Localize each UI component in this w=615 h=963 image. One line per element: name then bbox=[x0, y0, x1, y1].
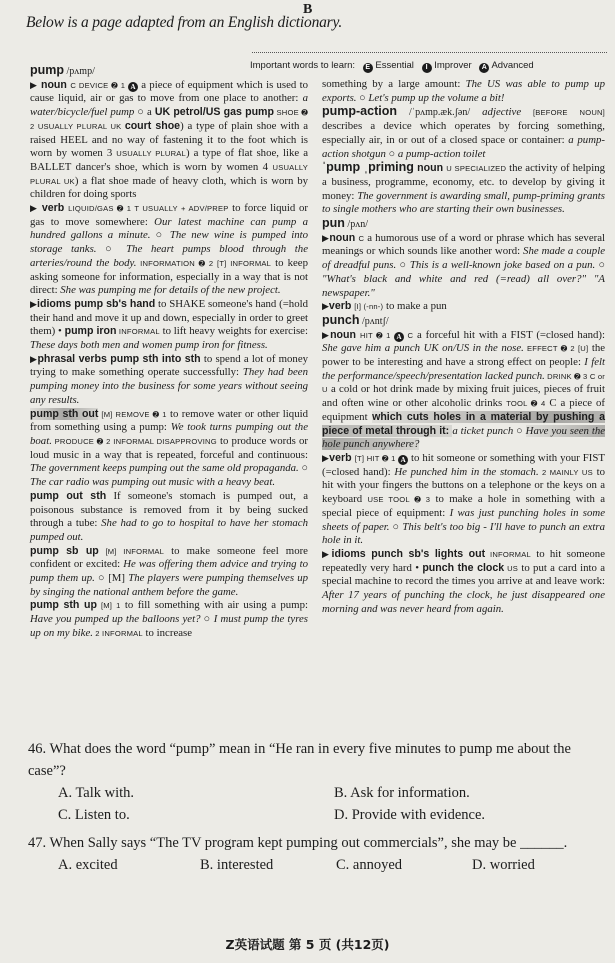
entry-text: Have you seen the hole punch anywhere? bbox=[322, 424, 606, 451]
entry-text: the activity of helping a business, programme, economy, etc. to develop by giving it money: bbox=[322, 162, 606, 202]
entry-text: noun bbox=[37, 78, 71, 91]
dictionary-right-column bbox=[322, 78, 605, 616]
entry-text: This belt's too big - I'll have to punch an extra hole in it. bbox=[322, 520, 606, 547]
left-entry bbox=[30, 64, 308, 79]
entry-text: to make a pun bbox=[383, 300, 447, 313]
entry-text: [BEFORE NOUN] bbox=[521, 108, 605, 118]
page-footer: Z英语试题 第 5 页 (共12页) bbox=[225, 937, 390, 952]
entry-text: She gave him a punch UK on/US in the nose. bbox=[322, 342, 524, 355]
entry-text: Our latest machine can pump a hundred gallons a minute. bbox=[30, 215, 309, 242]
entry-text: pump sth up bbox=[30, 599, 97, 612]
entry-text: something by a large amount: bbox=[322, 78, 466, 90]
entry-text: ▶ bbox=[322, 232, 330, 243]
entry-text: to make a hole in something with a special piece of equipment: bbox=[322, 493, 605, 519]
questions-block bbox=[28, 738, 608, 876]
entry-text: ○ bbox=[396, 259, 410, 272]
entry-text: We took turns pumping out the boat. bbox=[30, 421, 308, 447]
entry-text: to increase bbox=[142, 626, 193, 639]
entry-text: C a piece of equipment bbox=[322, 397, 605, 423]
entry-text: ) a type of flat shoe, like a BALLET dancer's shoe, which is worn by women 4 bbox=[30, 147, 308, 173]
right-entry bbox=[322, 452, 605, 548]
entry-text: ○ bbox=[298, 462, 308, 475]
right-entry bbox=[322, 329, 605, 452]
legend-item-essential bbox=[363, 60, 417, 71]
legend-improver-label: Improver bbox=[434, 60, 472, 71]
entry-text: verb bbox=[328, 300, 355, 313]
left-entry bbox=[30, 545, 308, 600]
right-entry bbox=[322, 548, 605, 617]
entry-text: 2 MAINLY US bbox=[538, 467, 593, 477]
entry-text: PRODUCE ➋ 2 INFORMAL DISAPPROVING bbox=[51, 436, 217, 446]
headword: pump-action bbox=[322, 104, 397, 119]
essential-badge-icon: E bbox=[363, 63, 373, 73]
entry-text: a humorous use of a word or phrase which has several meanings or which sounds like another word: bbox=[322, 231, 606, 258]
entry-text: "What's black and white and red (=read) all over?" "A newspaper." bbox=[322, 272, 605, 299]
entry-text: ○ bbox=[200, 613, 214, 626]
entry-text: DRINK ➋ 3 C or U bbox=[322, 371, 605, 395]
option-d[interactable]: D. worried bbox=[472, 857, 535, 873]
advanced-badge-icon: A bbox=[479, 63, 489, 73]
entry-text: ▶ bbox=[322, 548, 332, 559]
entry-text: Have you pumped up the balloons yet? bbox=[30, 613, 201, 626]
entry-text: She made a couple of dreadful puns. bbox=[322, 245, 605, 272]
question-46-options-row-2 bbox=[28, 804, 608, 826]
entry-text: ○ bbox=[595, 259, 605, 272]
left-entry bbox=[30, 490, 308, 545]
entry-text: HIT ➋ 1 bbox=[360, 330, 395, 340]
entry-text: punch sb's lights out bbox=[371, 547, 486, 560]
legend-item-improver bbox=[422, 60, 475, 71]
entry-text: They had been pumping money into the business for some years without seeing any results. bbox=[30, 366, 308, 406]
section-intro: Below is a page adapted from an English dictionary. bbox=[26, 14, 342, 31]
left-entry bbox=[30, 353, 308, 408]
entry-text: to produce words or loud music in a way that is repeated, forceful and continuous: bbox=[30, 434, 309, 461]
entry-text: to SHAKE someone's hand (=hold their hand and move it up and down, especially in order to greet them) • bbox=[30, 297, 308, 338]
headword: punch bbox=[322, 312, 360, 327]
entry-text: EFFECT ➋ 2 [U] bbox=[523, 344, 589, 354]
entry-text: a pump-action toilet bbox=[397, 147, 486, 160]
entry-text: describes a device which operates by forcing something, especially air, in or out of a closed space or container: bbox=[322, 120, 605, 146]
entry-text: pump sth out bbox=[30, 407, 99, 420]
entry-text: These days both men and women pump iron for fitness. bbox=[30, 339, 268, 352]
entry-text: [T] HIT ➋ 1 bbox=[354, 453, 399, 463]
legend-essential-label: Essential bbox=[375, 60, 414, 71]
left-entry bbox=[30, 202, 308, 298]
improver-badge-icon: I bbox=[422, 63, 432, 73]
entry-text: U SPECIALIZED bbox=[446, 164, 507, 174]
entry-text: a piece of equipment which is used to cause liquid, air or gas to move from one place to another: bbox=[30, 78, 308, 105]
entry-text: USUALLY PLURAL UK bbox=[30, 162, 308, 186]
entry-text: a pump-action shotgun bbox=[322, 133, 605, 160]
left-entry bbox=[30, 79, 308, 202]
entry-text: If someone's stomach is pumped out, a poisonous substance is removed from it by being sucked through a tube: bbox=[30, 489, 308, 530]
entry-text: to hit with your fingers the buttons on a telephone or the keys on a keyboard bbox=[322, 465, 605, 506]
entry-text: [T] INFORMAL bbox=[217, 258, 272, 268]
entry-text: This is a well-known joke based on a pun. bbox=[409, 259, 596, 272]
entry-text: ○ bbox=[150, 229, 170, 242]
entry-text: The government keeps pumping out the same old propaganda. bbox=[30, 462, 299, 475]
entry-text: to hit someone or something with your FIST (=closed hand): bbox=[322, 451, 605, 478]
entry-text: UK bbox=[107, 121, 125, 131]
headword: pump bbox=[30, 63, 65, 77]
entry-text: pump sb's hand bbox=[74, 297, 156, 310]
level-badge-icon: A bbox=[398, 455, 408, 465]
entry-text: to keep asking someone for information, especially in a way that is not direct: bbox=[30, 256, 308, 297]
entry-text: ○ bbox=[385, 147, 398, 160]
entry-text: a forceful hit with a FIST (=closed hand): bbox=[413, 328, 606, 341]
entry-text: idioms bbox=[37, 297, 75, 310]
entry-text: ○ bbox=[96, 243, 127, 256]
entry-text: ) a type of plain shoe with a raised HEEL and no way of fastening it to the foot which is worn by women 3 bbox=[30, 119, 309, 160]
entry-text: /pʌmp/ bbox=[64, 66, 95, 77]
entry-text: He was offering them advice and trying to pump them up. bbox=[30, 558, 308, 585]
entry-text: /pʌn/ bbox=[344, 219, 368, 231]
entry-text: court shoe bbox=[124, 119, 181, 132]
entry-text: Let's pump up the volume a bit! bbox=[368, 91, 505, 104]
entry-text: /ˈpʌmp.æk.ʃən/ bbox=[397, 107, 483, 119]
entry-text: idioms bbox=[331, 547, 372, 560]
entry-text: to force liquid or gas to move somewhere: bbox=[30, 202, 309, 228]
option-b[interactable]: B. interested bbox=[200, 857, 274, 873]
entry-text: to fill something with air using a pump: bbox=[120, 599, 308, 612]
option-a[interactable]: A. excited bbox=[58, 857, 118, 873]
entry-text: adjective bbox=[482, 106, 522, 119]
entry-text: ▶ bbox=[30, 203, 38, 214]
entry-text: to put a card into a special machine to record the times you arrive at and leave work: bbox=[322, 561, 606, 588]
entry-text: The US was able to pump up exports. bbox=[322, 78, 605, 104]
entry-text: The players were pumping themselves up by singing the national anthem before the game. bbox=[30, 572, 309, 598]
entry-text: SHOE ➋ 2 bbox=[30, 108, 308, 131]
question-47 bbox=[28, 832, 608, 854]
option-a[interactable]: A. Talk with. bbox=[58, 785, 135, 801]
entry-text: ▶ bbox=[30, 353, 38, 364]
right-entry bbox=[322, 300, 605, 314]
entry-text: TOOL ➋ 4 bbox=[506, 399, 546, 409]
entry-text: C bbox=[358, 233, 365, 243]
entry-text: ○ bbox=[356, 91, 369, 104]
entry-text: verb bbox=[37, 202, 69, 215]
entry-text: She was pumping me for details of the new project. bbox=[60, 284, 281, 297]
entry-text: the power to be interesting and have a strong effect on people: bbox=[322, 342, 606, 369]
entry-text: to spend a lot of money trying to make something operate successfully: bbox=[30, 352, 309, 379]
entry-text: a ticket punch bbox=[452, 424, 514, 437]
dictionary-left-column bbox=[30, 64, 308, 641]
right-entry bbox=[322, 232, 605, 301]
entry-text: The heart pumps blood through the arteries/round the body. bbox=[30, 243, 308, 269]
entry-text: He punched him in the stomach. bbox=[394, 465, 539, 478]
entry-text: [M] INFORMAL bbox=[98, 546, 165, 556]
headword: ˈpump ˌpriming bbox=[322, 160, 414, 175]
question-47-options bbox=[28, 854, 608, 876]
entry-text: pump sth into sth bbox=[110, 352, 201, 365]
entry-text: to make someone feel more confident or excited: bbox=[30, 544, 308, 571]
entry-text: noun bbox=[330, 328, 361, 341]
entry-text: pump iron bbox=[64, 325, 117, 338]
entry-text: The car radio was pumping out music with a heavy beat. bbox=[30, 476, 276, 489]
entry-text: I was just punching holes in some sheets of paper. bbox=[322, 506, 605, 533]
entry-text: a cold or hot drink made by mixing fruit juices, pieces of fruit and often wine or other alcoholic drinks bbox=[322, 383, 605, 410]
entry-text: C bbox=[404, 330, 414, 340]
option-b[interactable]: B. Ask for information. bbox=[334, 785, 470, 801]
left-entry bbox=[30, 298, 308, 353]
entry-text: 2 INFORMAL bbox=[92, 628, 143, 638]
entry-text: INFORMATION ➋ 2 bbox=[136, 258, 218, 268]
entry-text: After 17 years of punching the clock, he just disappeared one morning and was never heard from again. bbox=[322, 589, 605, 615]
entry-text: I felt the performance/speech/presentation lacked punch. bbox=[322, 356, 605, 382]
question-number: 46. bbox=[28, 741, 47, 757]
entry-text: to lift heavy weights for exercise: bbox=[159, 325, 308, 338]
entry-text: ▶ bbox=[322, 452, 330, 463]
entry-text: US bbox=[504, 563, 519, 573]
entry-text: ) a flat shoe made of heavy cloth, which is worn by children for doing sports bbox=[30, 174, 308, 201]
level-badge-icon: A bbox=[128, 82, 138, 92]
level-badge-icon: A bbox=[394, 332, 404, 342]
right-entry bbox=[322, 105, 605, 161]
entry-text: phrasal verbs bbox=[37, 352, 111, 365]
question-stem: When Sally says “The TV program kept pumping out commercials”, she may be ______. bbox=[49, 835, 568, 851]
question-stem: What does the word “pump” mean in “He ran in every five minutes to pump me about the case”? bbox=[28, 741, 571, 779]
entry-text: USUALLY PLURAL bbox=[116, 149, 186, 159]
entry-text: ▶ bbox=[30, 79, 38, 90]
legend-dotted-rule bbox=[252, 52, 607, 53]
section-letter: B bbox=[303, 2, 313, 17]
left-entry bbox=[30, 599, 308, 640]
entry-text: UK petrol/US gas pump bbox=[154, 106, 274, 119]
option-d[interactable]: D. Provide with evidence. bbox=[334, 807, 486, 823]
entry-text: verb bbox=[329, 451, 355, 464]
legend-advanced-label: Advanced bbox=[491, 60, 534, 71]
right-entry bbox=[322, 78, 605, 105]
entry-text: punch the clock bbox=[422, 561, 505, 574]
question-46 bbox=[28, 738, 608, 782]
entry-text: a water/bicycle/fuel pump bbox=[30, 92, 308, 119]
entry-text: I must pump the tyres up on my bike. bbox=[30, 613, 308, 639]
entry-text: The new wine is pumped into storage tanks. bbox=[30, 229, 309, 256]
entry-text: [I] (-nn-) bbox=[354, 302, 384, 312]
entry-text: noun bbox=[329, 231, 359, 244]
entry-text: noun bbox=[413, 162, 447, 175]
entry-text: ○ bbox=[389, 520, 403, 533]
entry-text: /pʌntʃ/ bbox=[359, 315, 389, 327]
legend-label: Important words to learn: bbox=[250, 60, 356, 71]
question-46-options-row-1 bbox=[28, 782, 608, 804]
entry-text: to hit someone repeatedly very hard • bbox=[322, 547, 605, 574]
entry-text: INFORMAL bbox=[485, 549, 531, 559]
entry-text: to remove water or other liquid from something using a pump: bbox=[30, 407, 308, 434]
entry-text: [M] 1 bbox=[96, 601, 121, 611]
entry-text: ▶ bbox=[30, 298, 38, 309]
legend-item-advanced bbox=[479, 60, 533, 71]
question-number: 47. bbox=[28, 835, 47, 851]
entry-text: She had to go to hospital to have her stomach pumped out. bbox=[30, 517, 308, 543]
entry-text: LIQUID/GAS ➋ 1 bbox=[68, 204, 135, 214]
right-entry bbox=[322, 161, 605, 217]
entry-text: pump out sth bbox=[30, 489, 107, 502]
entry-text: C DEVICE ➋ 1 bbox=[70, 80, 128, 90]
entry-text: [M] REMOVE ➋ 1 bbox=[98, 409, 167, 419]
entry-text: USE TOOL ➋ 3 bbox=[367, 495, 431, 505]
right-entry bbox=[322, 217, 605, 232]
entry-text: ○ [M] bbox=[94, 572, 129, 585]
entry-text: pump sb up bbox=[30, 544, 99, 557]
entry-text: which cuts holes in a material by pushing a piece of metal through it: bbox=[322, 410, 605, 437]
entry-text: ▶ bbox=[322, 301, 329, 312]
headword: pun bbox=[322, 216, 345, 231]
entry-text: USUALLY PLURAL bbox=[37, 121, 108, 131]
entry-text: INFORMAL bbox=[116, 327, 160, 337]
right-entry bbox=[322, 314, 605, 329]
entry-text: ▶ bbox=[322, 329, 331, 340]
entry-text: ○ bbox=[513, 424, 526, 437]
option-c[interactable]: C. Listen to. bbox=[58, 807, 130, 823]
left-entry bbox=[30, 408, 308, 490]
entry-text: The government is awarding small, pump-priming grants to single mothers who are starting their own businesses. bbox=[322, 189, 605, 216]
entry-text: T USUALLY + ADV/PREP bbox=[134, 204, 229, 214]
entry-text: ○ a bbox=[134, 106, 155, 119]
option-c[interactable]: C. annoyed bbox=[336, 857, 403, 873]
